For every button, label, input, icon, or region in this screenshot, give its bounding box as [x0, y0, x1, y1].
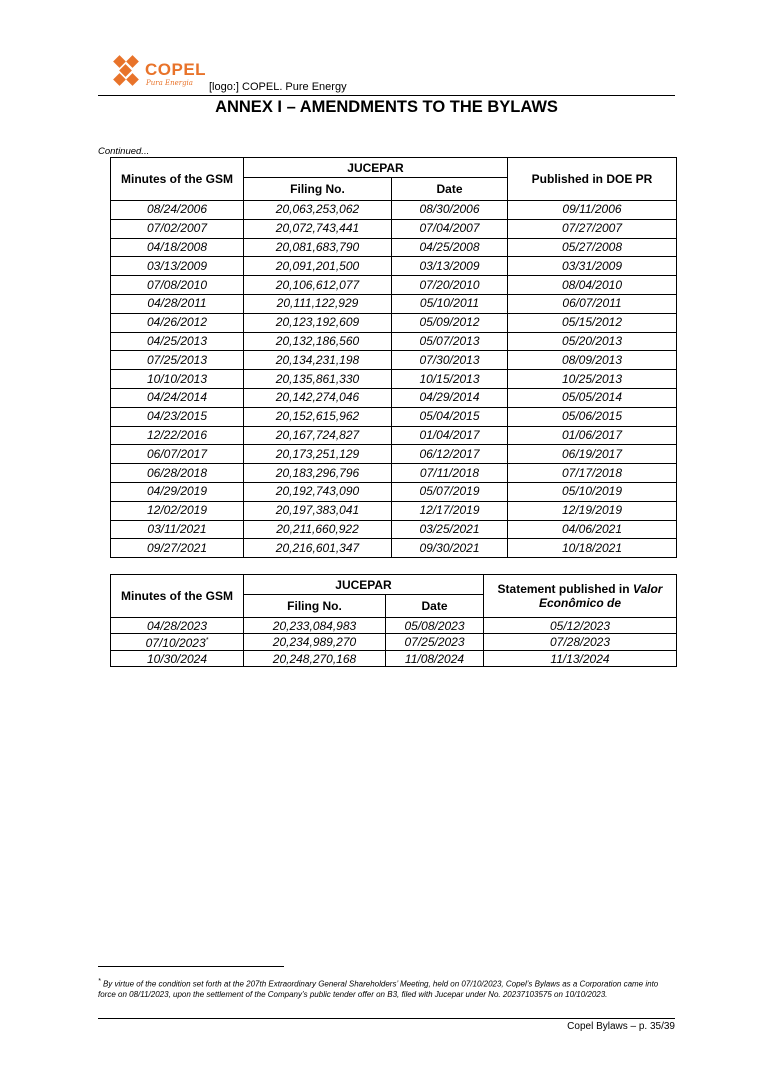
header-statement-prefix: Statement published in — [497, 582, 633, 596]
cell-date: 05/04/2015 — [392, 407, 508, 426]
header-jucepar: JUCEPAR — [244, 575, 484, 595]
table-row — [111, 634, 677, 651]
header-filing: Filing No. — [244, 595, 386, 618]
cell-minutes: 04/28/2011 — [111, 294, 244, 313]
footnote-rule — [98, 966, 284, 967]
amendments-table-valor — [110, 574, 677, 667]
header-statement-italic: Valor Econômico de — [538, 582, 663, 610]
table-row — [111, 313, 677, 332]
cell-published: 07/28/2023 — [484, 634, 677, 651]
table-row — [111, 618, 677, 634]
cell-minutes-value: 04/28/2023 — [146, 618, 208, 633]
cell-minutes: 10/10/2013 — [111, 370, 244, 389]
page-title: ANNEX I – AMENDMENTS TO THE BYLAWS — [215, 98, 558, 116]
cell-filing: 20,072,743,441 — [244, 219, 392, 238]
cell-date: 07/20/2010 — [392, 276, 508, 295]
header-jucepar: JUCEPAR — [244, 158, 508, 178]
cell-date: 03/13/2009 — [392, 257, 508, 276]
table-row — [111, 520, 677, 539]
cell-date: 04/25/2008 — [392, 238, 508, 257]
table-row — [111, 388, 677, 407]
cell-minutes — [111, 651, 244, 667]
table-row — [111, 426, 677, 445]
table-row — [111, 370, 677, 389]
cell-minutes-value: 07/10/2023 — [145, 636, 206, 650]
cell-published: 10/25/2013 — [508, 370, 677, 389]
cell-published: 06/19/2017 — [508, 445, 677, 464]
cell-minutes: 07/02/2007 — [111, 219, 244, 238]
cell-date: 05/07/2013 — [392, 332, 508, 351]
cell-filing: 20,123,192,609 — [244, 313, 392, 332]
cell-date: 11/08/2024 — [386, 651, 484, 667]
footnote-text: By virtue of the condition set forth at the 207th Extraordinary General Shareholders’ Meeting, held on 07/10/2023, Copel’s Bylaws as a Corporation came into force on 08/11/2023, upon the settlement of the Company’s public tender offer on B3, filed with Jucepar under No. 20237103575 on 10/10/2023. — [98, 979, 659, 1000]
table-row — [111, 651, 677, 667]
header-minutes: Minutes of the GSM — [111, 575, 244, 618]
logo-wordmark: COPEL — [145, 60, 207, 79]
amendments-table-doe — [110, 157, 677, 558]
cell-filing: 20,216,601,347 — [244, 539, 392, 558]
cell-published: 08/09/2013 — [508, 351, 677, 370]
cell-filing: 20,197,383,041 — [244, 501, 392, 520]
header-statement — [484, 575, 677, 618]
cell-date: 03/25/2021 — [392, 520, 508, 539]
continued-label: Continued... — [98, 146, 150, 157]
cell-minutes — [111, 618, 244, 634]
page-footer: Copel Bylaws – p. 35/39 — [567, 1021, 675, 1032]
cell-minutes-value: 10/30/2024 — [146, 651, 208, 666]
cell-published: 05/20/2013 — [508, 332, 677, 351]
table-row — [111, 294, 677, 313]
table-row — [111, 445, 677, 464]
cell-date: 12/17/2019 — [392, 501, 508, 520]
cell-filing: 20,081,683,790 — [244, 238, 392, 257]
cell-minutes: 12/22/2016 — [111, 426, 244, 445]
cell-minutes: 08/24/2006 — [111, 201, 244, 220]
cell-minutes: 07/08/2010 — [111, 276, 244, 295]
cell-published: 05/12/2023 — [484, 618, 677, 634]
cell-filing: 20,106,612,077 — [244, 276, 392, 295]
header-published: Published in DOE PR — [508, 158, 677, 201]
table-row — [111, 332, 677, 351]
table-row — [111, 238, 677, 257]
cell-published: 10/18/2021 — [508, 539, 677, 558]
table-row — [111, 257, 677, 276]
cell-filing: 20,167,724,827 — [244, 426, 392, 445]
table-body — [111, 201, 677, 558]
cell-filing: 20,234,989,270 — [244, 634, 386, 651]
cell-date: 01/04/2017 — [392, 426, 508, 445]
cell-date: 05/10/2011 — [392, 294, 508, 313]
footnote-mark: * — [98, 978, 101, 985]
cell-minutes: 06/07/2017 — [111, 445, 244, 464]
cell-date: 09/30/2021 — [392, 539, 508, 558]
cell-date: 07/11/2018 — [392, 464, 508, 483]
cell-minutes: 07/25/2013 — [111, 351, 244, 370]
cell-filing: 20,135,861,330 — [244, 370, 392, 389]
header-date: Date — [392, 178, 508, 201]
cell-published: 05/05/2014 — [508, 388, 677, 407]
footer-rule — [98, 1018, 675, 1019]
cell-minutes: 06/28/2018 — [111, 464, 244, 483]
cell-published: 12/19/2019 — [508, 501, 677, 520]
cell-published: 11/13/2024 — [484, 651, 677, 667]
footnote-ref: * — [205, 637, 209, 644]
cell-published: 05/27/2008 — [508, 238, 677, 257]
table-row — [111, 539, 677, 558]
logo-mark-square — [126, 73, 139, 86]
cell-minutes: 12/02/2019 — [111, 501, 244, 520]
cell-filing: 20,173,251,129 — [244, 445, 392, 464]
cell-minutes: 04/25/2013 — [111, 332, 244, 351]
cell-date: 05/08/2023 — [386, 618, 484, 634]
cell-date: 08/30/2006 — [392, 201, 508, 220]
cell-minutes: 09/27/2021 — [111, 539, 244, 558]
cell-minutes: 03/13/2009 — [111, 257, 244, 276]
cell-published: 04/06/2021 — [508, 520, 677, 539]
cell-filing: 20,142,274,046 — [244, 388, 392, 407]
table-row — [111, 351, 677, 370]
cell-minutes: 04/23/2015 — [111, 407, 244, 426]
header-minutes: Minutes of the GSM — [111, 158, 244, 201]
cell-filing: 20,111,122,929 — [244, 294, 392, 313]
cell-published: 06/07/2011 — [508, 294, 677, 313]
table-row — [111, 407, 677, 426]
cell-published: 07/17/2018 — [508, 464, 677, 483]
cell-date: 05/09/2012 — [392, 313, 508, 332]
cell-published: 01/06/2017 — [508, 426, 677, 445]
cell-filing: 20,248,270,168 — [244, 651, 386, 667]
cell-filing: 20,132,186,560 — [244, 332, 392, 351]
cell-date: 07/30/2013 — [392, 351, 508, 370]
table-row — [111, 201, 677, 220]
table-row — [111, 464, 677, 483]
cell-date: 04/29/2014 — [392, 388, 508, 407]
cell-filing: 20,211,660,922 — [244, 520, 392, 539]
table-body — [111, 618, 677, 667]
cell-filing: 20,183,296,796 — [244, 464, 392, 483]
cell-published: 05/10/2019 — [508, 482, 677, 501]
cell-published: 05/06/2015 — [508, 407, 677, 426]
header-rule — [98, 95, 675, 96]
cell-date: 05/07/2019 — [392, 482, 508, 501]
cell-filing: 20,063,253,062 — [244, 201, 392, 220]
cell-filing: 20,152,615,962 — [244, 407, 392, 426]
cell-published: 03/31/2009 — [508, 257, 677, 276]
cell-date: 07/04/2007 — [392, 219, 508, 238]
cell-filing: 20,233,084,983 — [244, 618, 386, 634]
cell-filing: 20,134,231,198 — [244, 351, 392, 370]
cell-minutes: 04/24/2014 — [111, 388, 244, 407]
header-caption: [logo:] COPEL. Pure Energy — [209, 81, 347, 93]
cell-published: 05/15/2012 — [508, 313, 677, 332]
cell-filing: 20,192,743,090 — [244, 482, 392, 501]
table-row — [111, 219, 677, 238]
cell-filing: 20,091,201,500 — [244, 257, 392, 276]
cell-date: 07/25/2023 — [386, 634, 484, 651]
header-filing: Filing No. — [244, 178, 392, 201]
cell-published: 08/04/2010 — [508, 276, 677, 295]
cell-minutes — [111, 634, 244, 651]
cell-minutes: 03/11/2021 — [111, 520, 244, 539]
cell-minutes: 04/26/2012 — [111, 313, 244, 332]
cell-date: 06/12/2017 — [392, 445, 508, 464]
header-date: Date — [386, 595, 484, 618]
footnote — [98, 977, 675, 1001]
cell-published: 07/27/2007 — [508, 219, 677, 238]
table-row — [111, 276, 677, 295]
table-row — [111, 501, 677, 520]
cell-published: 09/11/2006 — [508, 201, 677, 220]
table-row — [111, 482, 677, 501]
cell-date: 10/15/2013 — [392, 370, 508, 389]
cell-minutes: 04/18/2008 — [111, 238, 244, 257]
logo-tagline: Pura Energia — [146, 79, 193, 87]
cell-minutes: 04/29/2019 — [111, 482, 244, 501]
